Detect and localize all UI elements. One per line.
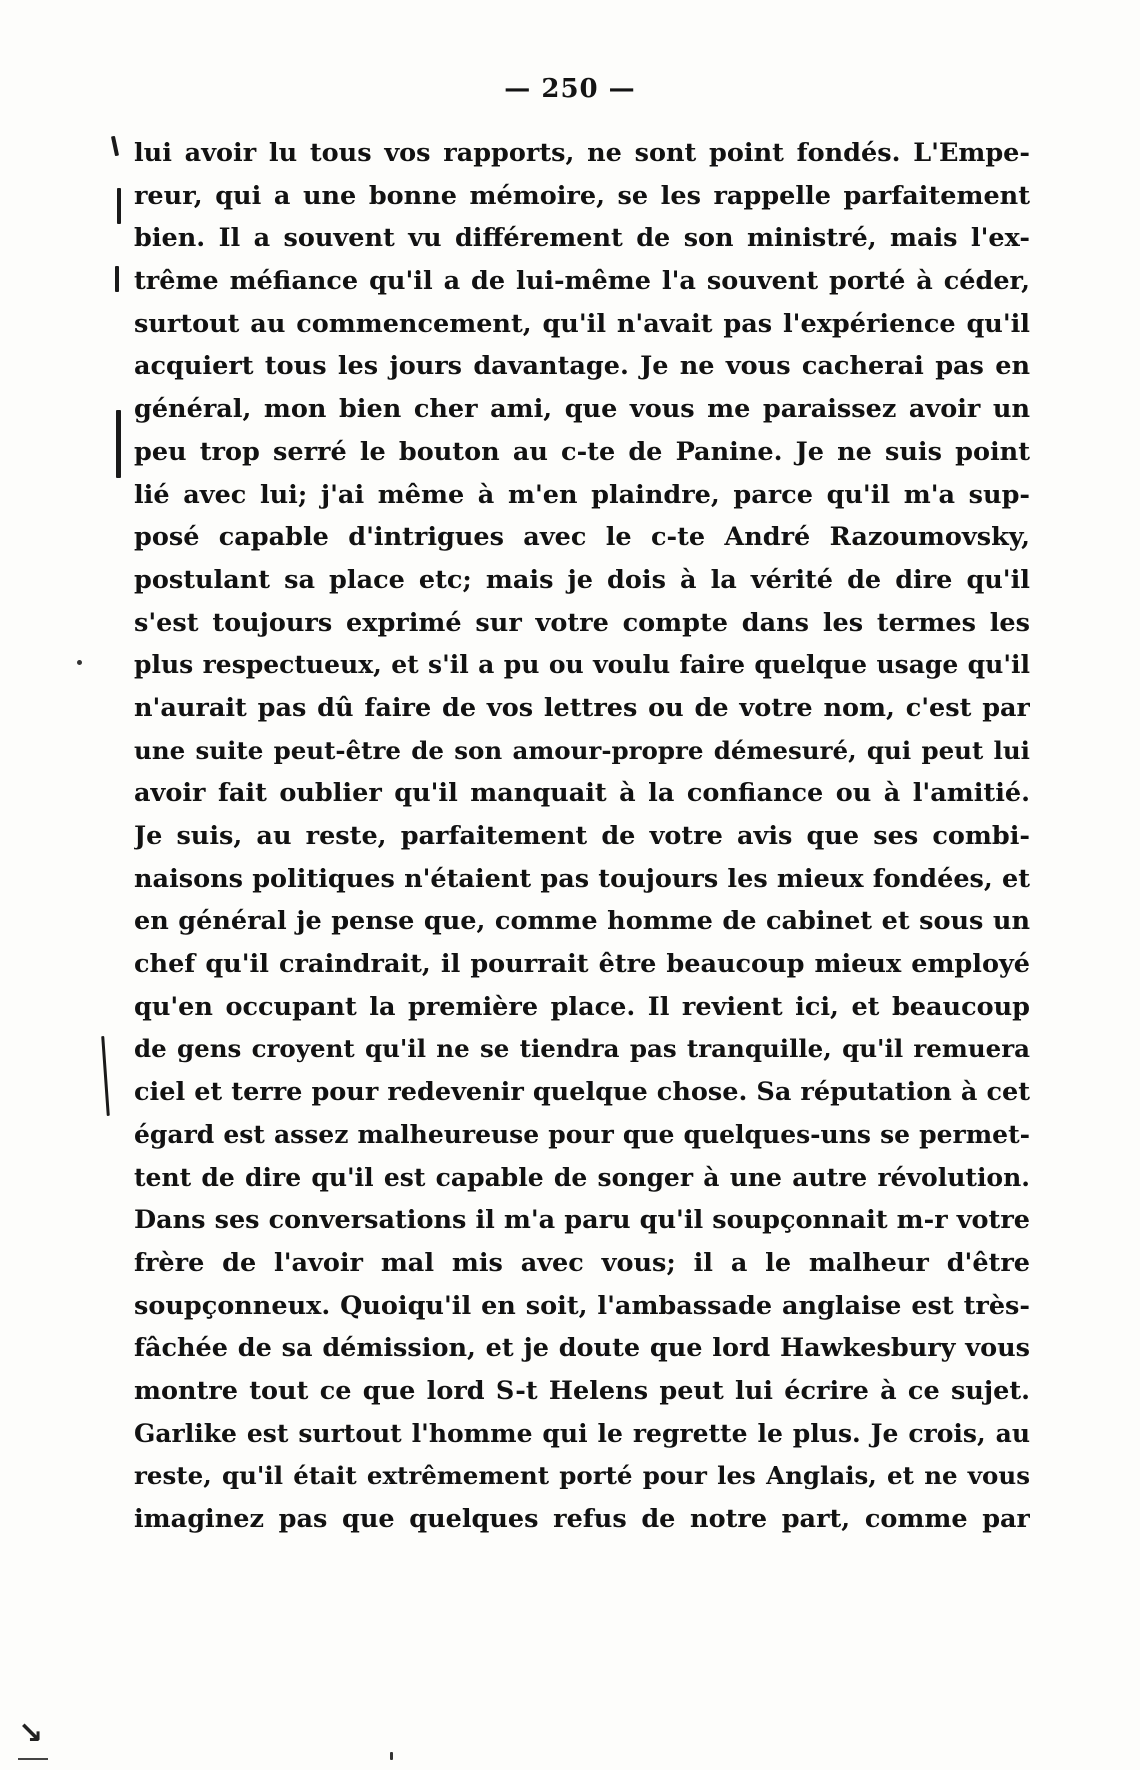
text-line: bien. Il a souvent vu différement de son ministré, mais l'ex- (134, 223, 1030, 254)
text-line: naisons politiques n'étaient pas toujours les mieux fondées, et (134, 863, 1030, 894)
text-line: général, mon bien cher ami, que vous me paraissez avoir un (134, 394, 1030, 425)
corner-rule (18, 1758, 48, 1760)
text-line: acquiert tous les jours davantage. Je ne vous cacherai pas en (134, 351, 1030, 382)
text-line: de gens croyent qu'il ne se tiendra pas tranquille, qu'il remuera (134, 1034, 1030, 1064)
page-number: — 250 — (504, 74, 636, 104)
text-line: n'aurait pas dû faire de vos lettres ou de votre nom, c'est par (134, 692, 1030, 723)
text-line: en général je pense que, comme homme de cabinet et sous un (134, 906, 1030, 937)
body-text (134, 132, 1030, 1541)
text-line: frère de l'avoir mal mis avec vous; il a le malheur d'être (134, 1247, 1030, 1278)
text-line: chef qu'il craindrait, il pourrait être beaucoup mieux employé (134, 949, 1030, 980)
text-line: avoir fait oublier qu'il manquait à la confiance ou à l'amitié. (134, 778, 1030, 809)
margin-mark (117, 188, 121, 224)
text-line: Je suis, au reste, parfaitement de votre avis que ses combi- (134, 821, 1030, 851)
text-line: soupçonneux. Quoiqu'il en soit, l'ambassade anglaise est très- (134, 1290, 1030, 1321)
text-line: égard est assez malheureuse pour que quelques-uns se permet- (134, 1119, 1030, 1149)
text-line: qu'en occupant la première place. Il revient ici, et beaucoup (134, 991, 1030, 1022)
margin-mark (111, 136, 119, 156)
text-line: postulant sa place etc; mais je dois à la vérité de dire qu'il (134, 564, 1030, 595)
text-line: reur, qui a une bonne mémoire, se les rappelle parfaitement (134, 180, 1030, 211)
ink-speck (390, 1752, 393, 1760)
text-line: plus respectueux, et s'il a pu ou voulu faire quelque usage qu'il (134, 650, 1030, 680)
text-line: Dans ses conversations il m'a paru qu'il soupçonnait m-r votre (134, 1205, 1030, 1236)
text-line: lié avec lui; j'ai même à m'en plaindre, parce qu'il m'a sup- (134, 479, 1030, 510)
text-line: lui avoir lu tous vos rapports, ne sont point fondés. L'Empe- (134, 138, 1030, 168)
ink-speck (77, 660, 82, 665)
text-line: une suite peut-être de son amour-propre démesuré, qui peut lui (134, 735, 1030, 765)
margin-mark (101, 1036, 110, 1116)
margin-mark (115, 266, 119, 292)
corner-arrow-icon: ↘ (18, 1716, 44, 1751)
margin-mark (116, 410, 121, 478)
text-line: reste, qu'il était extrêmement porté pour les Anglais, et ne vous (134, 1461, 1030, 1491)
text-line: ciel et terre pour redevenir quelque chose. Sa réputation à cet (134, 1077, 1030, 1108)
text-line: imaginez pas que quelques refus de notre part, comme par (134, 1504, 1030, 1534)
text-line: fâchée de sa démission, et je doute que lord Hawkesbury vous (134, 1333, 1030, 1364)
text-line: Garlike est surtout l'homme qui le regrette le plus. Je crois, au (134, 1418, 1030, 1448)
text-line: peu trop serré le bouton au c-te de Panine. Je ne suis point (134, 436, 1030, 467)
text-line: posé capable d'intrigues avec le c-te André Razoumovsky, (134, 522, 1030, 553)
text-line: tent de dire qu'il est capable de songer à une autre révolution. (134, 1162, 1030, 1192)
text-line: s'est toujours exprimé sur votre compte dans les termes les (134, 607, 1030, 638)
text-line: surtout au commencement, qu'il n'avait pas l'expérience qu'il (134, 308, 1030, 339)
text-line: trême méfiance qu'il a de lui-même l'a souvent porté à céder, (134, 266, 1030, 297)
text-line: montre tout ce que lord S-t Helens peut lui écrire à ce sujet. (134, 1375, 1030, 1406)
